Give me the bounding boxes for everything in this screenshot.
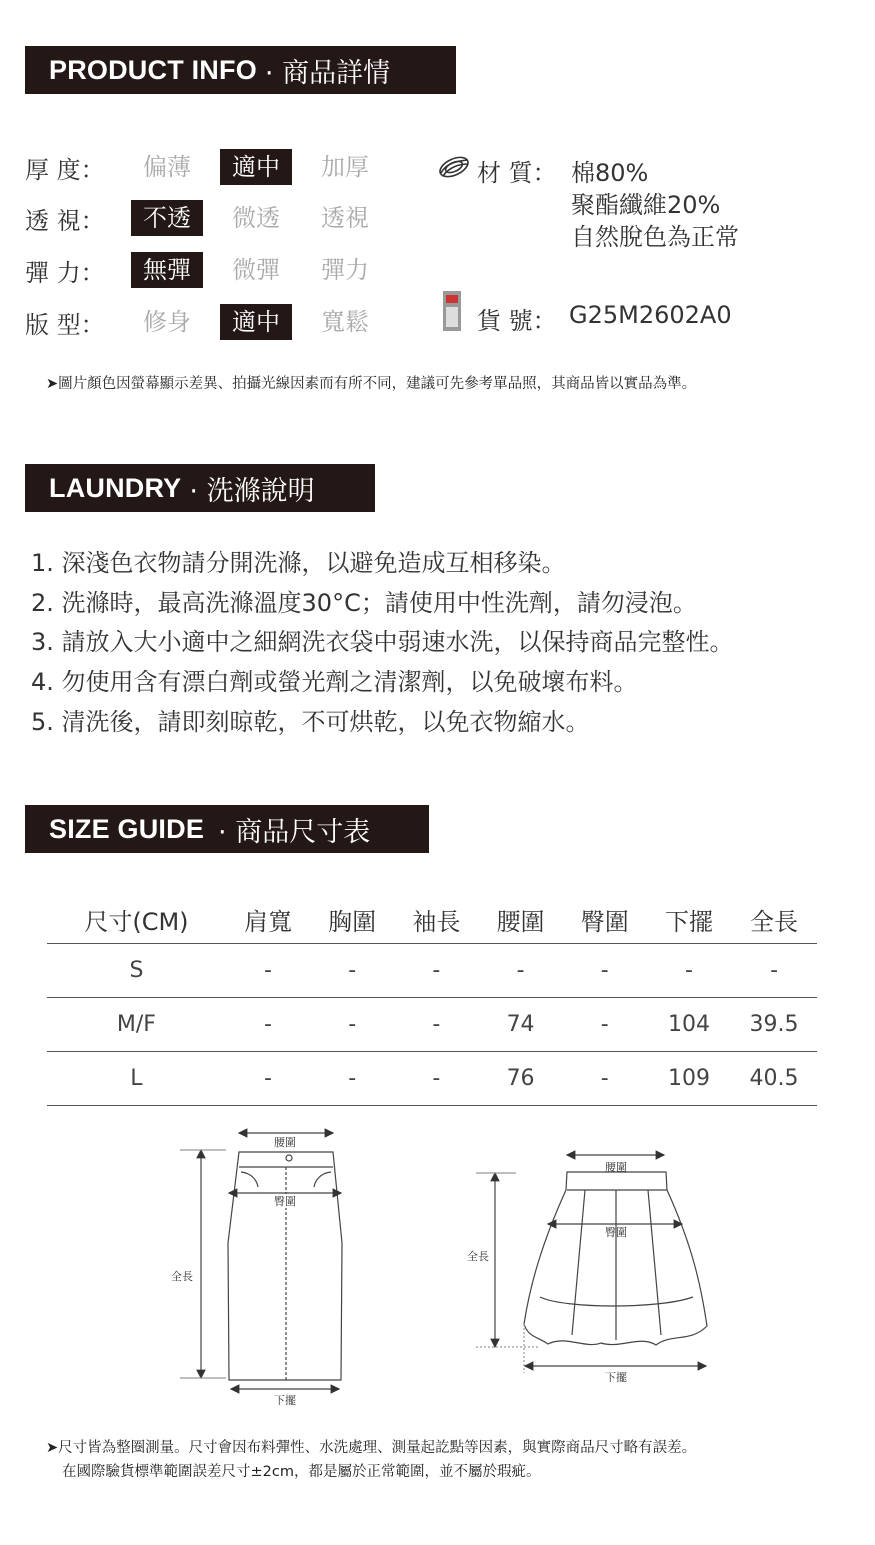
tag-icon (440, 289, 464, 337)
length-label-1: 全長 (171, 1270, 193, 1283)
info-option: 微透 (232, 204, 280, 232)
table-cell: - (226, 944, 310, 998)
table-cell: - (310, 944, 394, 998)
table-cell: L (47, 1052, 226, 1106)
sku-label: 貨 號： (477, 307, 557, 335)
color-disclaimer: ➤圖片顏色因螢幕顯示差異、拍攝光線因素而有所不同，建議可先參考單品照，其商品皆以實品為準。 (46, 376, 697, 392)
table-cell: 39.5 (731, 998, 817, 1052)
table-cell: - (731, 944, 817, 998)
table-row (47, 998, 817, 1052)
size-column-header: 腰圍 (478, 895, 562, 944)
table-cell: 104 (647, 998, 731, 1052)
laundry-subtitle: · 洗滌說明 (189, 475, 315, 507)
pencil-skirt-diagram (180, 1133, 342, 1389)
hip-label-2: 臀圍 (605, 1226, 627, 1239)
table-cell: 40.5 (731, 1052, 817, 1106)
table-cell: 76 (478, 1052, 562, 1106)
table-cell: - (647, 944, 731, 998)
table-row (47, 944, 817, 998)
table-cell: - (310, 998, 394, 1052)
size-note-2: 在國際驗貨標準範圍誤差尺寸±2cm，都是屬於正常範圍，並不屬於瑕疵。 (62, 1464, 541, 1480)
info-option: 偏薄 (143, 153, 191, 181)
hem-label-1: 下擺 (274, 1394, 296, 1405)
sku-value: G25M2602A0 (569, 301, 732, 329)
table-cell: - (563, 998, 647, 1052)
size-guide-header (25, 805, 429, 853)
waist-label-2: 腰圍 (605, 1161, 627, 1174)
laundry-item-4: 4. 勿使用含有漂白劑或螢光劑之清潔劑，以免破壞布料。 (31, 668, 638, 696)
table-cell: S (47, 944, 226, 998)
length-label-2: 全長 (467, 1250, 489, 1263)
laundry-item-2: 2. 洗滌時，最高洗滌溫度30°C；請使用中性洗劑，請勿浸泡。 (31, 589, 697, 617)
table-cell: - (310, 1052, 394, 1106)
info-option: 微彈 (232, 256, 280, 284)
size-column-header: 臀圍 (563, 895, 647, 944)
material-line-1: 棉80% (571, 159, 649, 187)
table-cell: - (563, 1052, 647, 1106)
table-row (47, 1052, 817, 1106)
info-row-label: 透 視： (25, 206, 105, 235)
material-label: 材 質： (477, 159, 557, 187)
table-cell: 74 (478, 998, 562, 1052)
info-option: 透視 (321, 204, 369, 232)
a-line-skirt-diagram (476, 1155, 707, 1373)
hem-label-2: 下擺 (605, 1371, 627, 1384)
size-column-header: 下擺 (647, 895, 731, 944)
size-column-header: 袖長 (394, 895, 478, 944)
table-cell: - (394, 998, 478, 1052)
info-row-label: 厚 度： (25, 155, 105, 184)
laundry-item-3: 3. 請放入大小適中之細網洗衣袋中弱速水洗，以保持商品完整性。 (31, 628, 734, 656)
size-table-header (47, 895, 817, 944)
info-row (25, 198, 398, 238)
size-column-header: 全長 (731, 895, 817, 944)
product-info-header (25, 46, 456, 94)
laundry-header (25, 464, 375, 512)
material-line-2: 聚酯纖維20% (571, 191, 721, 219)
info-row-label: 版 型： (25, 310, 105, 339)
info-option: 加厚 (321, 153, 369, 181)
size-note-1: ➤尺寸皆為整圈測量。尺寸會因布料彈性、水洗處理、測量起訖點等因素，與實際商品尺寸略有誤差。 (46, 1440, 697, 1456)
info-option: 彈力 (321, 256, 369, 284)
table-cell: M/F (47, 998, 226, 1052)
info-row (25, 250, 398, 290)
info-option-selected: 不透 (131, 200, 203, 236)
table-cell: - (394, 944, 478, 998)
info-row-label: 彈 力： (25, 258, 105, 287)
waist-label-1: 腰圍 (274, 1136, 296, 1149)
info-row (25, 302, 398, 342)
table-cell: - (226, 1052, 310, 1106)
size-column-header: 肩寬 (226, 895, 310, 944)
size-table (47, 895, 817, 1106)
info-option-selected: 無彈 (131, 252, 203, 288)
size-diagrams (0, 1125, 875, 1405)
yarn-icon (436, 152, 472, 186)
table-cell: - (394, 1052, 478, 1106)
info-option: 修身 (143, 308, 191, 336)
product-info-subtitle: · 商品詳情 (264, 57, 391, 89)
pencil-skirt-outline (228, 1152, 342, 1380)
laundry-title: LAUNDRY (49, 472, 182, 503)
table-cell: - (563, 944, 647, 998)
product-info-title: PRODUCT INFO (49, 54, 257, 85)
material-line-3: 自然脫色為正常 (571, 223, 739, 251)
hip-label-1: 臀圍 (274, 1195, 296, 1208)
table-cell: - (226, 998, 310, 1052)
laundry-item-1: 1. 深淺色衣物請分開洗滌，以避免造成互相移染。 (31, 549, 566, 577)
info-option-selected: 適中 (220, 304, 292, 340)
info-row (25, 147, 398, 187)
table-cell: 109 (647, 1052, 731, 1106)
size-column-header: 尺寸(CM) (47, 895, 226, 944)
size-column-header: 胸圍 (310, 895, 394, 944)
info-option: 寬鬆 (321, 308, 369, 336)
size-guide-title: SIZE GUIDE (49, 813, 205, 844)
info-option-selected: 適中 (220, 149, 292, 185)
size-guide-subtitle: · 商品尺寸表 (218, 816, 371, 848)
table-cell: - (478, 944, 562, 998)
laundry-item-5: 5. 清洗後，請即刻晾乾，不可烘乾，以免衣物縮水。 (31, 708, 590, 736)
